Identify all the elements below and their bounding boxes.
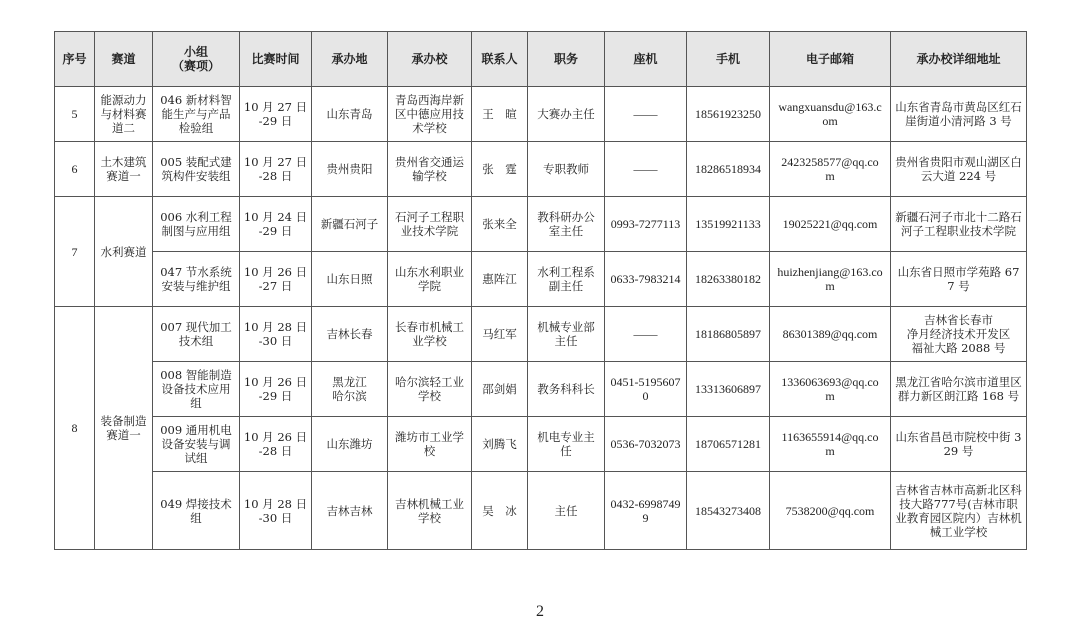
- phone-cell: ——: [605, 307, 687, 362]
- email-cell: huizhenjiang@163.co m: [770, 252, 891, 307]
- place-cell: 新疆石河子: [312, 197, 388, 252]
- phone-cell: ——: [605, 87, 687, 142]
- contact-cell: 张来全: [472, 197, 528, 252]
- contact-table: [54, 31, 1027, 550]
- header-contact: 联系人: [472, 32, 528, 87]
- header-track: 赛道: [95, 32, 153, 87]
- contact-cell: 王 暄: [472, 87, 528, 142]
- address-cell: 黑龙江省哈尔滨市道里区群力新区朗江路 168 号: [891, 362, 1027, 417]
- table-row: [55, 307, 1027, 362]
- address-cell: 贵州省贵阳市观山湖区白云大道 224 号: [891, 142, 1027, 197]
- school-cell: 山东水利职业学院: [388, 252, 472, 307]
- header-group: 小组 （赛项）: [153, 32, 240, 87]
- mobile-cell: 13313606897: [687, 362, 770, 417]
- table-row: [55, 362, 1027, 417]
- table-row: [55, 197, 1027, 252]
- place-cell: 山东青岛: [312, 87, 388, 142]
- header-address: 承办校详细地址: [891, 32, 1027, 87]
- phone-cell: 0633-7983214: [605, 252, 687, 307]
- contact-cell: 马红军: [472, 307, 528, 362]
- group-cell: 049 焊接技术组: [153, 472, 240, 550]
- contact-cell: 吴 冰: [472, 472, 528, 550]
- place-cell: 山东潍坊: [312, 417, 388, 472]
- address-cell: 吉林省长春市 净月经济技术开发区 福祉大路 2088 号: [891, 307, 1027, 362]
- table-body: [55, 87, 1027, 550]
- title-cell: 机电专业主任: [528, 417, 605, 472]
- school-cell: 长春市机械工业学校: [388, 307, 472, 362]
- mobile-cell: 18286518934: [687, 142, 770, 197]
- contact-cell: 惠阵江: [472, 252, 528, 307]
- email-cell: 1336063693@qq.co m: [770, 362, 891, 417]
- time-cell: 10 月 26 日 -27 日: [240, 252, 312, 307]
- title-cell: 大赛办主任: [528, 87, 605, 142]
- title-cell: 教务科科长: [528, 362, 605, 417]
- phone-cell: 0432-69987499: [605, 472, 687, 550]
- place-cell: 贵州贵阳: [312, 142, 388, 197]
- mobile-cell: 18543273408: [687, 472, 770, 550]
- time-cell: 10 月 24 日 -29 日: [240, 197, 312, 252]
- header-phone: 座机: [605, 32, 687, 87]
- group-cell: 006 水利工程制图与应用组: [153, 197, 240, 252]
- header-row: [55, 32, 1027, 87]
- contact-cell: 刘腾飞: [472, 417, 528, 472]
- track-cell: 装备制造赛道一: [95, 307, 153, 550]
- group-cell: 009 通用机电设备安装与调试组: [153, 417, 240, 472]
- time-cell: 10 月 27 日 -28 日: [240, 142, 312, 197]
- title-cell: 水利工程系副主任: [528, 252, 605, 307]
- contact-cell: 张 霆: [472, 142, 528, 197]
- mobile-cell: 18706571281: [687, 417, 770, 472]
- header-mobile: 手机: [687, 32, 770, 87]
- header-title: 职务: [528, 32, 605, 87]
- contact-cell: 邵剑娟: [472, 362, 528, 417]
- school-cell: 哈尔滨轻工业学校: [388, 362, 472, 417]
- school-cell: 吉林机械工业学校: [388, 472, 472, 550]
- mobile-cell: 18263380182: [687, 252, 770, 307]
- place-cell: 吉林长春: [312, 307, 388, 362]
- table-row: [55, 142, 1027, 197]
- title-cell: 机械专业部主任: [528, 307, 605, 362]
- group-cell: 047 节水系统安装与维护组: [153, 252, 240, 307]
- seq-cell: 6: [55, 142, 95, 197]
- page-number: 2: [536, 603, 544, 620]
- address-cell: 山东省昌邑市院校中街 329 号: [891, 417, 1027, 472]
- time-cell: 10 月 28 日 -30 日: [240, 307, 312, 362]
- place-cell: 黑龙江 哈尔滨: [312, 362, 388, 417]
- time-cell: 10 月 27 日 -29 日: [240, 87, 312, 142]
- header-school: 承办校: [388, 32, 472, 87]
- group-cell: 007 现代加工技术组: [153, 307, 240, 362]
- mobile-cell: 18186805897: [687, 307, 770, 362]
- address-cell: 山东省青岛市黄岛区红石崖街道小清河路 3 号: [891, 87, 1027, 142]
- time-cell: 10 月 26 日 -28 日: [240, 417, 312, 472]
- school-cell: 贵州省交通运输学校: [388, 142, 472, 197]
- phone-cell: ——: [605, 142, 687, 197]
- email-cell: 19025221@qq.com: [770, 197, 891, 252]
- header-time: 比赛时间: [240, 32, 312, 87]
- table-row: [55, 252, 1027, 307]
- mobile-cell: 18561923250: [687, 87, 770, 142]
- header-seq: 序号: [55, 32, 95, 87]
- group-cell: 005 装配式建筑构件安装组: [153, 142, 240, 197]
- table-row: [55, 472, 1027, 550]
- track-cell: 土木建筑赛道一: [95, 142, 153, 197]
- time-cell: 10 月 26 日 -29 日: [240, 362, 312, 417]
- group-cell: 046 新材料智能生产与产品检验组: [153, 87, 240, 142]
- email-cell: wangxuansdu@163.c om: [770, 87, 891, 142]
- address-cell: 吉林省吉林市高新北区科技大路777号(吉林市职业教育园区院内）吉林机械工业学校: [891, 472, 1027, 550]
- email-cell: 2423258577@qq.co m: [770, 142, 891, 197]
- mobile-cell: 13519921133: [687, 197, 770, 252]
- track-cell: 能源动力与材料赛道二: [95, 87, 153, 142]
- header-place: 承办地: [312, 32, 388, 87]
- school-cell: 青岛西海岸新区中德应用技术学校: [388, 87, 472, 142]
- table-row: [55, 417, 1027, 472]
- place-cell: 吉林吉林: [312, 472, 388, 550]
- header-email: 电子邮箱: [770, 32, 891, 87]
- place-cell: 山东日照: [312, 252, 388, 307]
- time-cell: 10 月 28 日 -30 日: [240, 472, 312, 550]
- school-cell: 石河子工程职业技术学院: [388, 197, 472, 252]
- table-row: [55, 87, 1027, 142]
- email-cell: 1163655914@qq.co m: [770, 417, 891, 472]
- phone-cell: 0451-51956070: [605, 362, 687, 417]
- email-cell: 7538200@qq.com: [770, 472, 891, 550]
- address-cell: 山东省日照市学苑路 677 号: [891, 252, 1027, 307]
- phone-cell: 0993-7277113: [605, 197, 687, 252]
- title-cell: 专职教师: [528, 142, 605, 197]
- email-cell: 86301389@qq.com: [770, 307, 891, 362]
- address-cell: 新疆石河子市北十二路石河子工程职业技术学院: [891, 197, 1027, 252]
- phone-cell: 0536-7032073: [605, 417, 687, 472]
- seq-cell: 8: [55, 307, 95, 550]
- group-cell: 008 智能制造设备技术应用组: [153, 362, 240, 417]
- seq-cell: 5: [55, 87, 95, 142]
- title-cell: 主任: [528, 472, 605, 550]
- track-cell: 水利赛道: [95, 197, 153, 307]
- title-cell: 教科研办公室主任: [528, 197, 605, 252]
- seq-cell: 7: [55, 197, 95, 307]
- school-cell: 潍坊市工业学校: [388, 417, 472, 472]
